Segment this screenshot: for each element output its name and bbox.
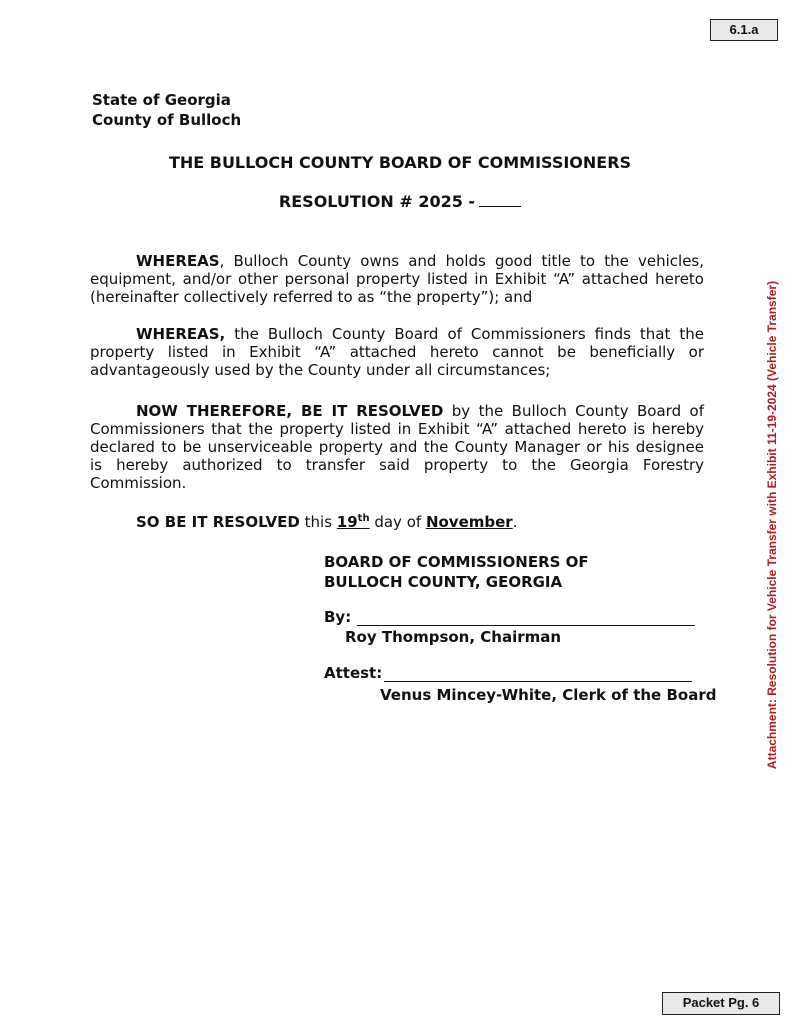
whereas-2-lead: WHEREAS, bbox=[136, 325, 226, 343]
state-line: State of Georgia bbox=[92, 91, 231, 109]
clerk-signature-line bbox=[384, 681, 692, 682]
resolution-heading bbox=[0, 192, 800, 211]
resolved-period: . bbox=[512, 513, 518, 531]
by-label: By: bbox=[324, 608, 352, 626]
whereas-2-text: the Bulloch County Board of Commissioners finds that the property listed in Exhibit “A” attached hereto cannot be beneficially or advantageously used by the County under all circumstances; bbox=[90, 325, 704, 379]
whereas-paragraph-2 bbox=[90, 325, 704, 379]
attest-label: Attest: bbox=[324, 664, 383, 682]
agenda-item-tag: 6.1.a bbox=[710, 19, 778, 41]
resolved-day-of: day of bbox=[369, 513, 426, 531]
attachment-sidebar-label: Attachment: Resolution for Vehicle Transfer with Exhibit 11-19-2024 (Vehicle Transfer) bbox=[765, 280, 779, 770]
resolution-number-blank bbox=[479, 192, 521, 207]
clerk-name: Venus Mincey-White, Clerk of the Board bbox=[380, 686, 717, 704]
resolved-lead: NOW THEREFORE, BE IT RESOLVED bbox=[136, 402, 444, 420]
resolved-text: by the Bulloch County Board of Commissioners that the property listed in Exhibit “A” attached hereto is hereby declared to be unserviceable property and the County Manager or his designee is hereby authorized to transfer said property to the Georgia Forestry Commission. bbox=[90, 402, 704, 492]
resolved-this: this bbox=[299, 513, 337, 531]
resolved-paragraph bbox=[90, 402, 704, 492]
resolved-day bbox=[337, 513, 370, 531]
board-line-2: BULLOCH COUNTY, GEORGIA bbox=[324, 573, 563, 591]
whereas-1-text: , Bulloch County owns and holds good title to the vehicles, equipment, and/or other personal property listed in Exhibit “A” attached hereto (hereinafter collectively referred to as “the property”); and bbox=[90, 252, 704, 306]
whereas-paragraph-1 bbox=[90, 252, 704, 306]
whereas-1-lead: WHEREAS bbox=[136, 252, 220, 270]
chairman-name: Roy Thompson, Chairman bbox=[345, 628, 562, 646]
board-signature-heading bbox=[324, 552, 589, 592]
so-be-it-resolved-line bbox=[136, 513, 517, 531]
resolution-number: RESOLUTION # 2025 - bbox=[278, 192, 476, 211]
resolved-day-number: 19 bbox=[336, 513, 358, 531]
resolved-month: November bbox=[425, 513, 513, 531]
so-be-it-lead: SO BE IT RESOLVED bbox=[136, 513, 300, 531]
resolved-day-suffix: th bbox=[357, 513, 370, 524]
county-line: County of Bulloch bbox=[92, 111, 242, 129]
chairman-signature-line bbox=[357, 625, 695, 626]
board-line-1: BOARD OF COMMISSIONERS OF bbox=[324, 553, 589, 571]
board-title: THE BULLOCH COUNTY BOARD OF COMMISSIONERS bbox=[168, 153, 632, 172]
jurisdiction-block bbox=[92, 90, 241, 130]
packet-page-number: Packet Pg. 6 bbox=[662, 992, 780, 1015]
